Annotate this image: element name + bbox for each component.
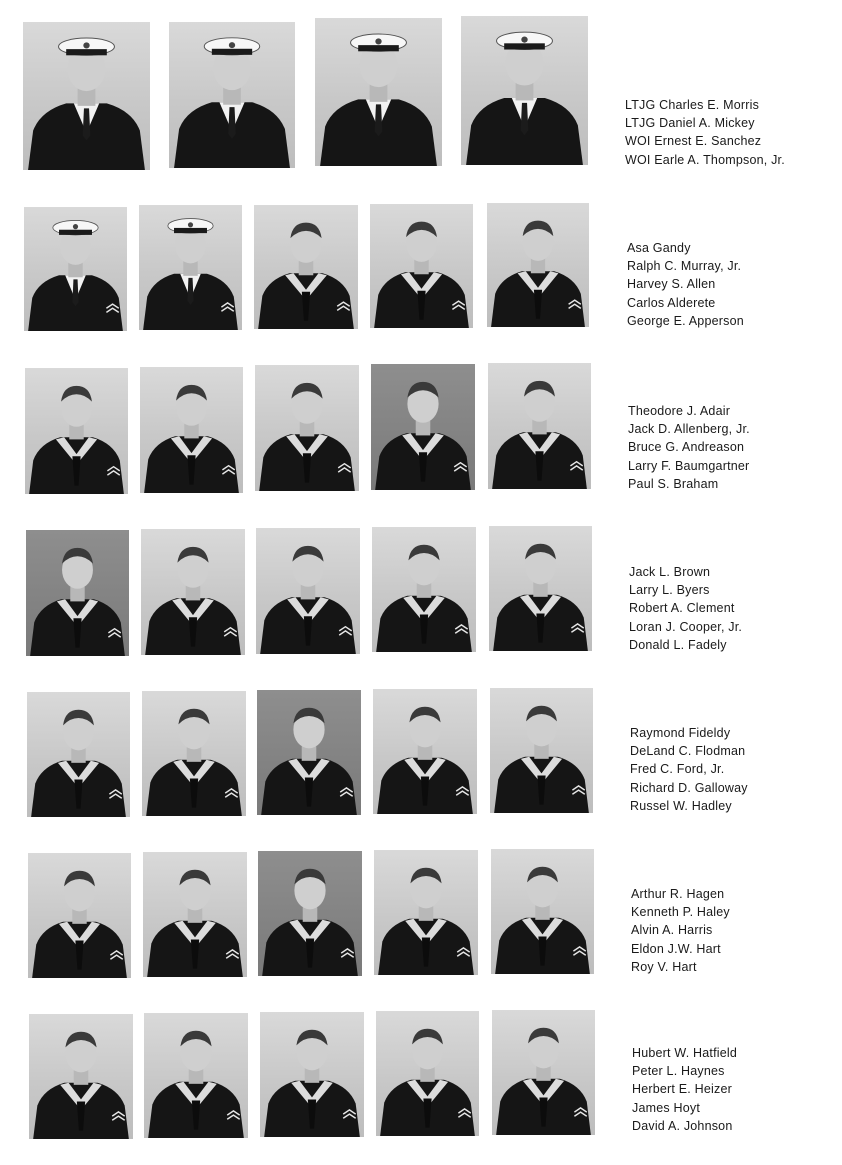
portrait-photo [315, 18, 442, 166]
name-entry: Alvin A. Harris [631, 923, 713, 938]
portrait-photo [23, 22, 150, 170]
name-entry: Herbert E. Heizer [632, 1082, 732, 1097]
name-entry: Theodore J. Adair [628, 404, 731, 418]
name-entry: Larry L. Byers [629, 583, 710, 598]
name-entry: Eldon J.W. Hart [631, 941, 721, 956]
portrait-silhouette [169, 22, 295, 168]
portrait-silhouette [492, 1010, 595, 1135]
name-entry: DeLand C. Flodman [630, 744, 746, 759]
portrait-photo [490, 688, 593, 813]
portrait-photo [143, 852, 247, 977]
name-entry: WOI Earle A. Thompson, Jr. [625, 152, 785, 167]
portrait-photo [139, 205, 242, 330]
name-list [631, 885, 730, 976]
name-entry: LTJG Daniel A. Mickey [625, 116, 755, 131]
portrait-silhouette [141, 529, 245, 655]
portrait-photo [258, 851, 362, 976]
portrait-photo [255, 365, 359, 491]
portrait-silhouette [24, 207, 127, 331]
portrait-silhouette [26, 530, 129, 656]
portrait-photo [372, 527, 476, 652]
portrait-silhouette [374, 850, 478, 975]
portrait-photo [370, 204, 473, 328]
portrait-silhouette [140, 367, 243, 493]
portrait-photo [26, 530, 129, 656]
name-entry: WOI Ernest E. Sanchez [625, 134, 762, 149]
portrait-photo [488, 363, 591, 489]
portrait-silhouette [315, 18, 442, 166]
name-entry: Loran J. Cooper, Jr. [629, 619, 743, 634]
portrait-photo [25, 368, 128, 494]
portrait-silhouette [491, 849, 594, 974]
portrait-silhouette [487, 203, 589, 327]
name-entry: Russel W. Hadley [630, 798, 732, 813]
name-entry: David A. Johnson [632, 1118, 733, 1133]
name-entry: Kenneth P. Haley [631, 905, 730, 920]
portrait-photo [254, 205, 358, 329]
portrait-photo [260, 1012, 364, 1137]
name-entry: Ralph C. Murray, Jr. [627, 259, 742, 274]
portrait-photo [144, 1013, 248, 1138]
portrait-photo [257, 690, 361, 815]
portrait-silhouette [488, 363, 591, 489]
portrait-silhouette [255, 365, 359, 491]
portrait-photo [141, 529, 245, 655]
name-list [628, 402, 750, 493]
name-entry: Asa Gandy [627, 241, 691, 255]
portrait-silhouette [461, 16, 588, 165]
portrait-silhouette [144, 1013, 248, 1138]
portrait-photo [489, 526, 592, 651]
name-list [632, 1044, 737, 1135]
portrait-photo [169, 22, 295, 168]
portrait-photo [28, 853, 131, 978]
name-entry: Fred C. Ford, Jr. [630, 762, 725, 777]
name-entry: Bruce G. Andreason [628, 440, 745, 455]
name-entry: Peter L. Haynes [632, 1064, 725, 1079]
name-entry: Roy V. Hart [631, 959, 697, 974]
portrait-silhouette [256, 528, 360, 654]
portrait-photo [487, 203, 589, 327]
portrait-silhouette [370, 204, 473, 328]
portrait-silhouette [25, 368, 128, 494]
name-entry: Harvey S. Allen [627, 277, 716, 292]
name-list [625, 96, 785, 169]
portrait-photo [376, 1011, 479, 1136]
portrait-silhouette [28, 853, 131, 978]
portrait-photo [27, 692, 130, 817]
name-entry: Carlos Alderete [627, 295, 716, 310]
portrait-photo [24, 207, 127, 331]
name-entry: Donald L. Fadely [629, 637, 727, 652]
portrait-photo [491, 849, 594, 974]
portrait-photo [371, 364, 475, 490]
name-entry: Raymond Fideldy [630, 726, 731, 740]
name-entry: Jack L. Brown [629, 565, 711, 579]
portrait-silhouette [23, 22, 150, 170]
portrait-silhouette [490, 688, 593, 813]
name-entry: Paul S. Braham [628, 476, 719, 491]
portrait-photo [373, 689, 477, 814]
portrait-photo [374, 850, 478, 975]
portrait-silhouette [142, 691, 246, 816]
portrait-silhouette [29, 1014, 133, 1139]
portrait-silhouette [489, 526, 592, 651]
portrait-silhouette [373, 689, 477, 814]
portrait-silhouette [257, 690, 361, 815]
name-entry: Larry F. Baumgartner [628, 458, 750, 473]
portrait-silhouette [260, 1012, 364, 1137]
portrait-silhouette [143, 852, 247, 977]
portrait-silhouette [254, 205, 358, 329]
portrait-silhouette [139, 205, 242, 330]
portrait-photo [29, 1014, 133, 1139]
name-entry: Hubert W. Hatfield [632, 1046, 738, 1060]
name-entry: Robert A. Clement [629, 601, 735, 616]
name-entry: George E. Apperson [627, 313, 744, 328]
name-entry: James Hoyt [632, 1100, 700, 1115]
portrait-silhouette [258, 851, 362, 976]
name-list [630, 724, 748, 815]
portrait-silhouette [372, 527, 476, 652]
name-entry: LTJG Charles E. Morris [625, 98, 760, 112]
name-entry: Jack D. Allenberg, Jr. [628, 422, 750, 437]
name-list [627, 239, 744, 330]
portrait-photo [140, 367, 243, 493]
portrait-photo [256, 528, 360, 654]
portrait-silhouette [376, 1011, 479, 1136]
name-entry: Richard D. Galloway [630, 780, 748, 795]
portrait-photo [142, 691, 246, 816]
portrait-photo [461, 16, 588, 165]
portrait-silhouette [371, 364, 475, 490]
portrait-photo [492, 1010, 595, 1135]
name-entry: Arthur R. Hagen [631, 887, 725, 901]
name-list [629, 563, 742, 654]
portrait-silhouette [27, 692, 130, 817]
